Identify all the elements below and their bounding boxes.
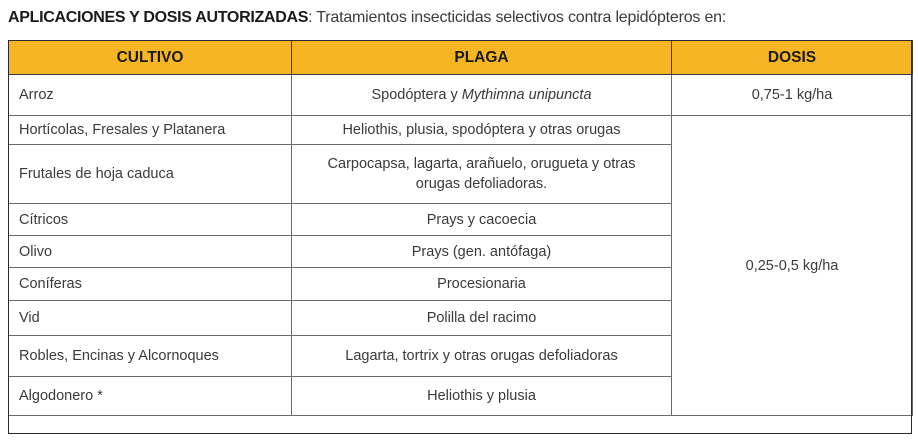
page-heading [8, 8, 726, 28]
plaga-text-line1: Carpocapsa, lagarta, arañuelo, orugueta y otras [327, 156, 636, 172]
cultivo-cell: Coníferas [9, 268, 292, 301]
dosis-cell: 0,75-1 kg/ha [672, 75, 913, 116]
plaga-cell: Heliothis, plusia, spodóptera y otras orugas [292, 116, 672, 145]
plaga-cell: Prays y cacoecia [292, 204, 672, 236]
header-cultivo: CULTIVO [9, 41, 292, 75]
cultivo-cell: Robles, Encinas y Alcornoques [9, 336, 292, 377]
table-row [9, 75, 913, 116]
plaga-text: Spodóptera y [371, 87, 462, 103]
plaga-cell: Prays (gen. antófaga) [292, 236, 672, 268]
cultivo-cell: Hortícolas, Fresales y Platanera [9, 116, 292, 145]
plaga-cell: Polilla del racimo [292, 301, 672, 336]
plaga-cell: Procesionaria [292, 268, 672, 301]
plaga-cell: Heliothis y plusia [292, 377, 672, 416]
plaga-cell: Lagarta, tortrix y otras orugas defoliadoras [292, 336, 672, 377]
plaga-cell [292, 145, 672, 204]
header-dosis: DOSIS [672, 41, 913, 75]
cultivo-cell: Cítricos [9, 204, 292, 236]
table-row [9, 116, 913, 145]
plaga-italic-text: Mythimna unipuncta [461, 87, 592, 103]
cultivo-cell: Olivo [9, 236, 292, 268]
heading-bold: APLICACIONES Y DOSIS AUTORIZADAS [8, 9, 309, 26]
header-plaga: PLAGA [292, 41, 672, 75]
cultivo-cell: Frutales de hoja caduca [9, 145, 292, 204]
dosis-merged-cell: 0,25-0,5 kg/ha [672, 116, 913, 416]
doses-table [8, 40, 913, 416]
cultivo-cell: Arroz [9, 75, 292, 116]
cultivo-cell: Algodonero * [9, 377, 292, 416]
cultivo-cell: Vid [9, 301, 292, 336]
plaga-text-line2: orugas defoliadoras. [415, 176, 548, 192]
plaga-cell [292, 75, 672, 116]
heading-rest: : Tratamientos insecticidas selectivos contra lepidópteros en: [308, 9, 727, 26]
table-header-row [9, 41, 913, 75]
